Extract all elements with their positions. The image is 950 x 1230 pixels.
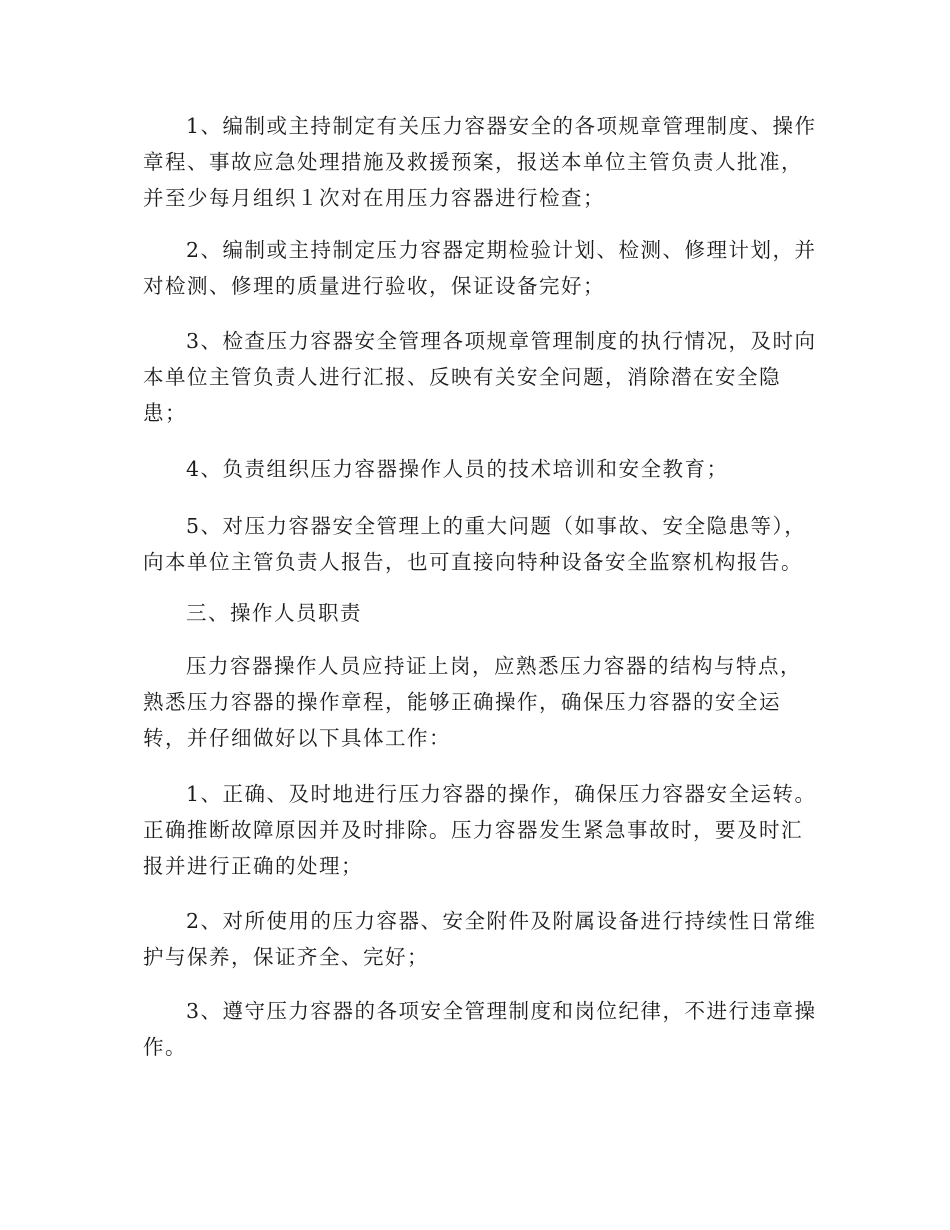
text-line: 正确推断故障原因并及时排除。压力容器发生紧急事故时，要及时汇 bbox=[143, 818, 803, 842]
text-line: 1、正确、及时地进行压力容器的操作，确保压力容器安全运转。 bbox=[186, 782, 817, 806]
paragraph-duty-3 bbox=[143, 323, 817, 431]
text-line: 报并进行正确的处理； bbox=[143, 854, 363, 878]
paragraph-operator-1 bbox=[143, 776, 817, 884]
paragraph-operator-2 bbox=[143, 903, 817, 975]
text-line: 三、操作人员职责 bbox=[186, 601, 362, 625]
text-line: 5、对压力容器安全管理上的重大问题（如事故、安全隐患等）， bbox=[186, 514, 807, 538]
text-line: 护与保养，保证齐全、完好； bbox=[143, 945, 429, 969]
paragraph-duty-4 bbox=[143, 451, 808, 487]
paragraph-operator-3 bbox=[143, 993, 817, 1065]
text-line: 患； bbox=[143, 401, 187, 425]
text-line: 压力容器操作人员应持证上岗，应熟悉压力容器的结构与特点， bbox=[186, 654, 802, 678]
text-line: 2、编制或主持制定压力容器定期检验计划、检测、修理计划，并 bbox=[186, 238, 817, 262]
text-line: 并至少每月组织１次对在用压力容器进行检查； bbox=[143, 186, 605, 210]
text-line: 作。 bbox=[143, 1035, 187, 1059]
text-line: 向本单位主管负责人报告，也可直接向特种设备安全监察机构报告。 bbox=[143, 550, 803, 574]
paragraph-duty-1 bbox=[143, 108, 817, 216]
text-line: 1、编制或主持制定有关压力容器安全的各项规章管理制度、操作 bbox=[186, 114, 817, 138]
text-line: 3、检查压力容器安全管理各项规章管理制度的执行情况，及时向 bbox=[186, 329, 817, 353]
text-line: 3、遵守压力容器的各项安全管理制度和岗位纪律，不进行违章操 bbox=[186, 999, 817, 1023]
section-heading-operator-duties bbox=[143, 595, 808, 631]
text-line: 本单位主管负责人进行汇报、反映有关安全问题，消除潜在安全隐 bbox=[143, 365, 781, 389]
text-line: 转，并仔细做好以下具体工作： bbox=[143, 726, 451, 750]
paragraph-duty-5 bbox=[143, 508, 808, 580]
text-line: 2、对所使用的压力容器、安全附件及附属设备进行持续性日常维 bbox=[186, 909, 817, 933]
text-line: 对检测、修理的质量进行验收，保证设备完好； bbox=[143, 274, 605, 298]
text-line: 章程、事故应急处理措施及救援预案，报送本单位主管负责人批准， bbox=[143, 150, 803, 174]
paragraph-duty-2 bbox=[143, 232, 817, 304]
text-line: 熟悉压力容器的操作章程，能够正确操作，确保压力容器的安全运 bbox=[143, 690, 781, 714]
paragraph-operator-intro bbox=[143, 648, 808, 756]
text-line: 4、负责组织压力容器操作人员的技术培训和安全教育； bbox=[186, 457, 729, 481]
